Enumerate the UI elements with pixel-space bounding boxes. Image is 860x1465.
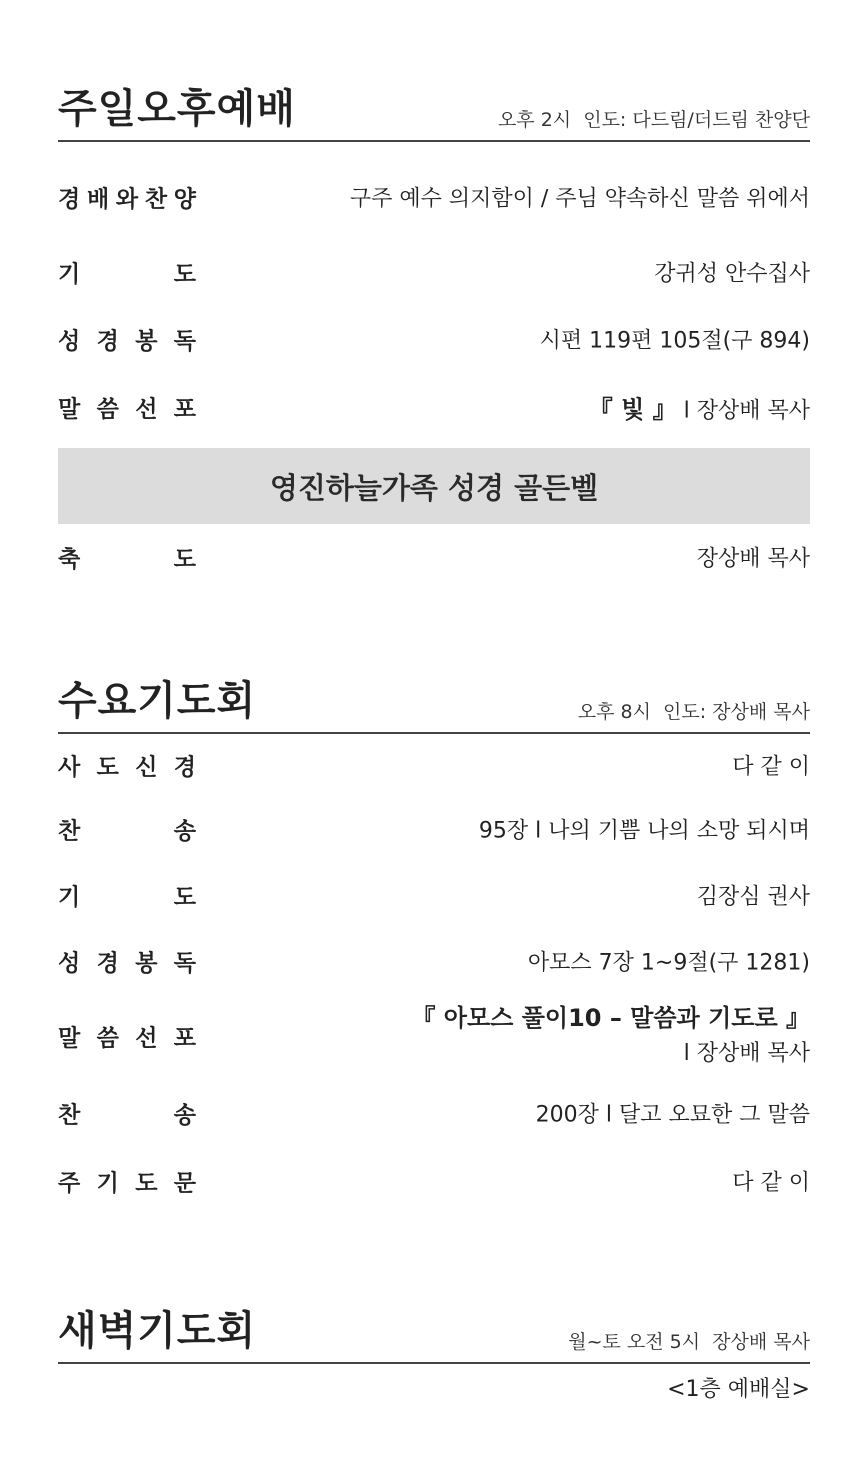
sermon-preacher: l 장상배 목사 (683, 1041, 810, 1066)
order-label: 경 배 와 찬 양 (58, 186, 196, 213)
order-label: 사 도 신 경 (58, 754, 196, 781)
order-row-sermon (58, 994, 810, 1078)
wednesday-service-info: 오후 8시 인도: 장상배 목사 (577, 701, 810, 723)
order-label: 축 도 (58, 546, 196, 573)
dawn-prayer-info: 월~토 오전 5시 장상배 목사 (568, 1331, 810, 1353)
sunday-service-section (58, 80, 810, 590)
order-row-hymn (58, 1078, 810, 1148)
order-label: 기 도 (58, 261, 196, 288)
order-row-praise (58, 164, 810, 230)
order-row-lords-prayer (58, 1148, 810, 1214)
order-row-hymn (58, 796, 810, 862)
order-row-prayer (58, 862, 810, 928)
sermon-title: 『 아모스 풀이10 – 말씀과 기도로 』 (411, 1004, 810, 1032)
order-label: 기 도 (58, 884, 196, 911)
order-label: 말 씀 선 포 (58, 1025, 196, 1052)
order-row-benediction (58, 524, 810, 590)
order-label: 성 경 봉 독 (58, 328, 196, 355)
order-value: 김장심 권사 (696, 884, 810, 910)
order-value: 95장 l 나의 기쁨 나의 소망 되시며 (478, 818, 810, 844)
wednesday-service-header (58, 672, 810, 734)
wednesday-service-section (58, 672, 810, 1214)
sermon-preacher: l 장상배 목사 (676, 398, 810, 424)
order-row-sermon (58, 372, 810, 442)
wednesday-service-title: 수요기도회 (58, 678, 257, 724)
dawn-prayer-location: <1층 예배실> (667, 1377, 810, 1402)
order-value: 다 같 이 (732, 1170, 810, 1196)
order-row-prayer (58, 238, 810, 306)
order-value: 장상배 목사 (696, 546, 810, 572)
dawn-prayer-section (58, 1302, 810, 1403)
sunday-service-header (58, 80, 810, 142)
order-value (411, 1000, 810, 1072)
dawn-prayer-title: 새벽기도회 (58, 1308, 257, 1354)
golden-bell-banner: 영진하늘가족 성경 골든벨 (58, 448, 810, 524)
dawn-prayer-header (58, 1302, 810, 1364)
order-label: 찬 송 (58, 1102, 196, 1129)
order-value (589, 390, 810, 425)
order-row-scripture (58, 306, 810, 372)
order-value: 200장 l 달고 오묘한 그 말씀 (535, 1102, 810, 1128)
order-label: 성 경 봉 독 (58, 950, 196, 977)
order-row-creed (58, 734, 810, 796)
order-label: 말 씀 선 포 (58, 396, 196, 423)
order-value: 다 같 이 (732, 754, 810, 780)
sermon-title: 『 빛 』 (588, 395, 677, 424)
sunday-service-title: 주일오후예배 (58, 86, 296, 132)
order-value: 구주 예수 의지함이 / 주님 약속하신 말씀 위에서 (349, 186, 810, 212)
order-value: 시편 119편 105절(구 894) (539, 328, 810, 354)
order-value: 강귀성 안수집사 (654, 261, 810, 287)
sunday-service-info: 오후 2시 인도: 다드림/더드림 찬양단 (497, 109, 810, 131)
order-label: 주 기 도 문 (58, 1170, 196, 1197)
order-value: 아모스 7장 1~9절(구 1281) (527, 950, 810, 976)
order-label: 찬 송 (58, 818, 196, 845)
order-row-scripture (58, 928, 810, 994)
